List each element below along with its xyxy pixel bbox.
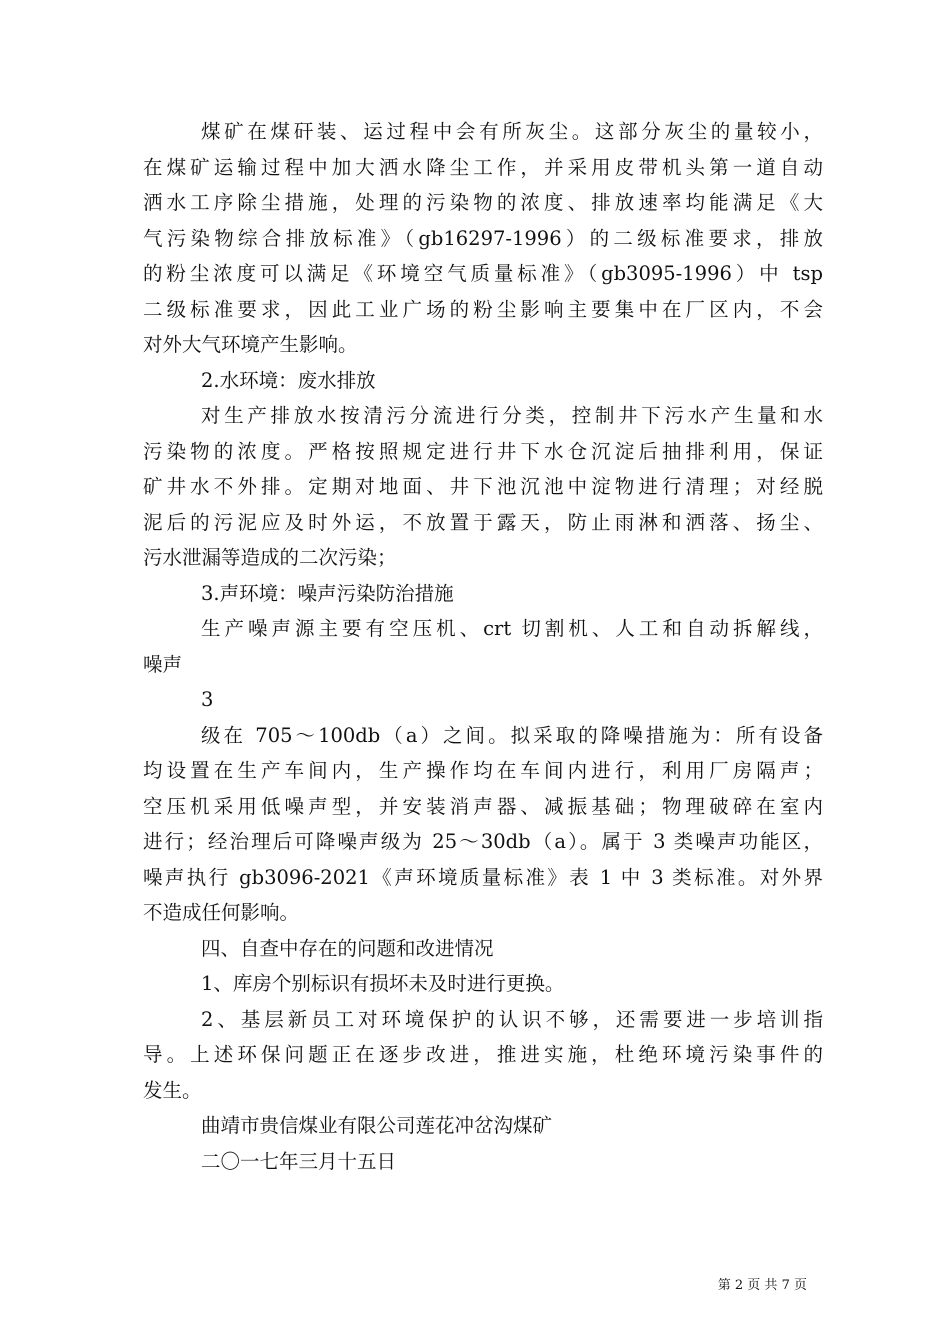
text-line: 气污染物综合排放标准》（gb16297-1996）的二级标准要求，排放 <box>143 226 823 250</box>
text-line: 空压机采用低噪声型，并安装消声器、减振基础；物理破碎在室内 <box>143 794 823 818</box>
footer-prefix: 第 <box>717 1278 731 1293</box>
text-line: 不造成任何影响。 <box>143 901 300 924</box>
document-body <box>143 114 823 1179</box>
footer-suffix: 页 <box>793 1278 807 1293</box>
text-line: 矿井水不外排。定期对地面、井下池沉池中淀物进行清理；对经脱 <box>143 475 823 498</box>
text-line: 发生。 <box>143 1078 202 1102</box>
text-line: 2.水环境：废水排放 <box>201 368 376 392</box>
text-line: 导。上述环保问题正在逐步改进，推进实施，杜绝环境污染事件的 <box>143 1043 823 1066</box>
footer-middle: 页 共 <box>747 1278 778 1293</box>
text-line: 四、自查中存在的问题和改进情况 <box>201 936 494 960</box>
text-line: 3.声环境：噪声污染防治措施 <box>201 581 454 605</box>
text-line: 在煤矿运输过程中加大洒水降尘工作，并采用皮带机头第一道自动 <box>143 155 823 179</box>
page-number-footer <box>718 1278 807 1294</box>
text-line: 3 <box>201 688 214 711</box>
text-line: 噪声执行 gb3096-2021《声环境质量标准》表 1 中 3 类标准。对外界 <box>143 865 823 889</box>
text-line: 二〇一七年三月十五日 <box>201 1149 397 1173</box>
footer-current-page: 2 <box>734 1278 744 1293</box>
text-line: 曲靖市贵信煤业有限公司莲花冲岔沟煤矿 <box>201 1114 553 1137</box>
text-line: 噪声 <box>143 652 183 676</box>
text-line: 污染物的浓度。严格按照规定进行井下水仓沉淀后抽排利用，保证 <box>143 439 823 463</box>
text-line: 2、基层新员工对环境保护的认识不够，还需要进一步培训指 <box>201 1007 823 1031</box>
text-line: 1、库房个别标识有损坏未及时进行更换。 <box>201 972 565 995</box>
text-line: 污水泄漏等造成的二次污染； <box>143 546 397 569</box>
text-line: 进行；经治理后可降噪声级为 25～30db（a）。属于 3 类噪声功能区， <box>143 830 823 853</box>
text-line: 煤矿在煤矸装、运过程中会有所灰尘。这部分灰尘的量较小， <box>201 120 823 143</box>
text-line: 二级标准要求，因此工业广场的粉尘影响主要集中在厂区内，不会 <box>143 297 823 321</box>
text-line: 的粉尘浓度可以满足《环境空气质量标准》（gb3095-1996）中 tsp <box>143 262 823 285</box>
text-line: 对生产排放水按清污分流进行分类，控制井下污水产生量和水 <box>201 404 823 427</box>
text-line: 级在 705～100db（a）之间。拟采取的降噪措施为：所有设备 <box>201 723 823 747</box>
text-line: 对外大气环境产生影响。 <box>143 333 358 356</box>
text-line: 洒水工序除尘措施，处理的污染物的浓度、排放速率均能满足《大 <box>143 191 823 214</box>
text-line: 泥后的污泥应及时外运，不放置于露天，防止雨淋和洒落、扬尘、 <box>143 510 823 534</box>
text-line: 均设置在生产车间内，生产操作均在车间内进行，利用厂房隔声； <box>143 759 823 782</box>
footer-total-pages: 7 <box>781 1278 790 1293</box>
text-line: 生产噪声源主要有空压机、crt 切割机、人工和自动拆解线， <box>201 617 823 640</box>
